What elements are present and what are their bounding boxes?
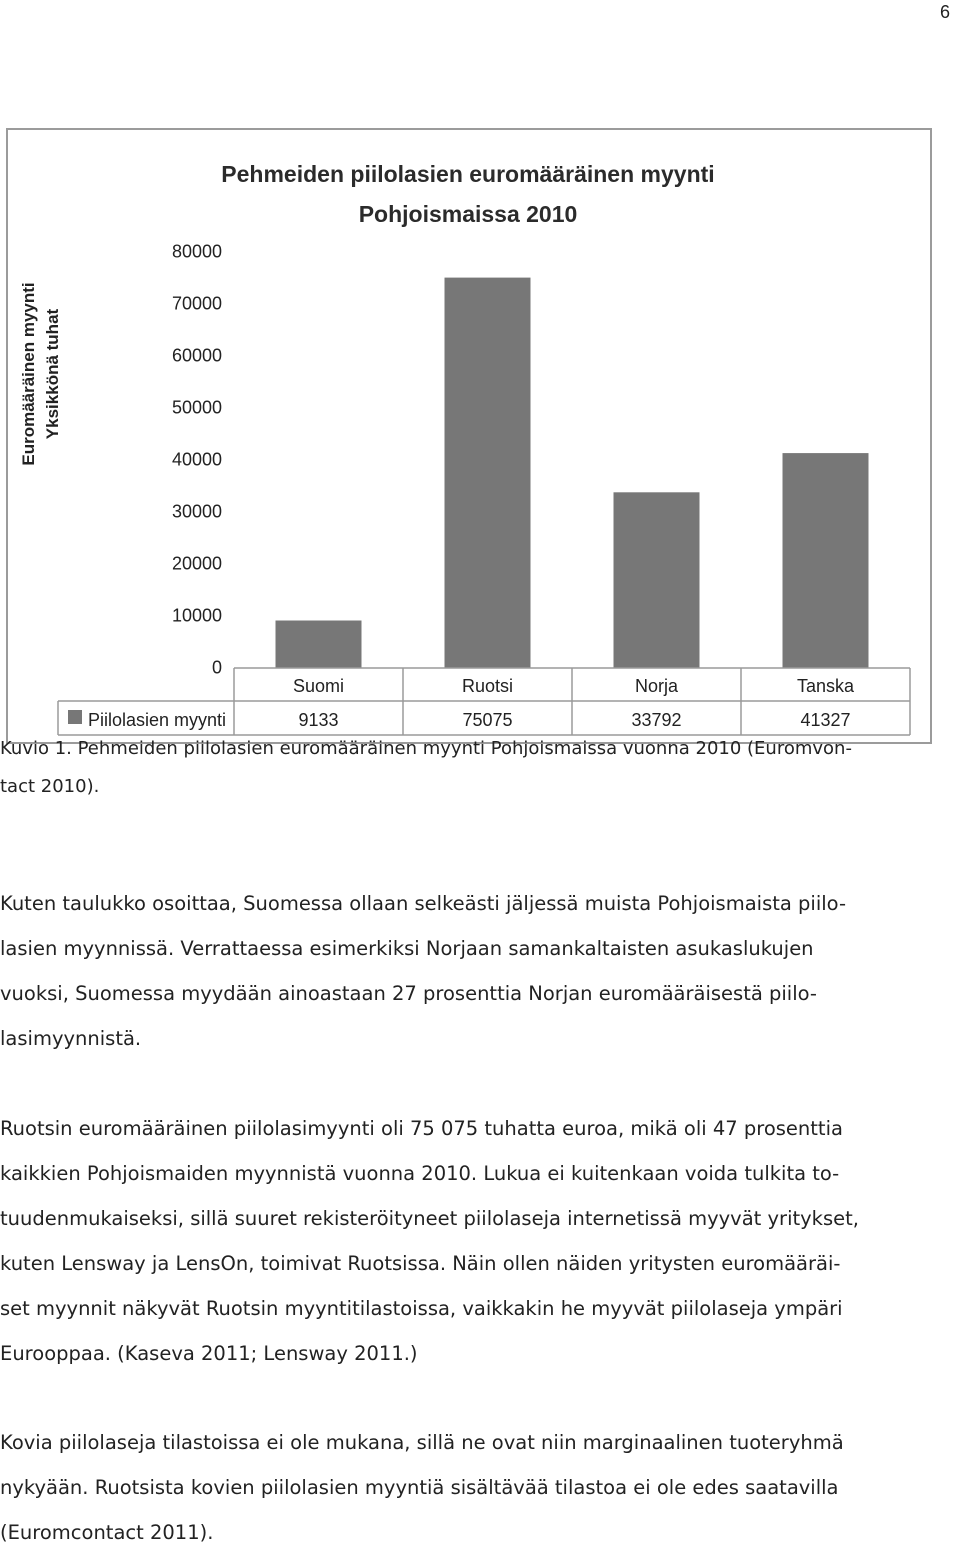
y-axis-title-line: Yksikkönä tuhat (43, 308, 62, 440)
paragraph-line: (Euromcontact 2011). (0, 1521, 214, 1544)
value-label: 9133 (298, 710, 339, 730)
y-tick-label: 0 (211, 657, 222, 678)
figure-caption (0, 730, 960, 806)
legend-series-name: Piilolasien myynti (88, 710, 227, 730)
paragraph-line: Kuten taulukko osoittaa, Suomessa ollaan selkeästi jäljessä muista Pohjoismaista piilo- (0, 892, 846, 915)
paragraph-line: kuten Lensway ja LensOn, toimivat Ruotsissa. Näin ollen näiden yritysten euromääräi- (0, 1252, 841, 1275)
paragraph-line: lasimyynnistä. (0, 1027, 142, 1050)
paragraph-line: tuudenmukaiseksi, sillä suuret rekisteröityneet piilolaseja internetissä myyvät yritykset, (0, 1207, 859, 1230)
y-tick-label: 70000 (171, 293, 222, 314)
bar-chart (8, 130, 930, 742)
category-label: Suomi (292, 676, 345, 696)
bar (614, 492, 700, 668)
chart-frame (6, 128, 932, 744)
paragraph-line: Kovia piilolaseja tilastoissa ei ole mukana, sillä ne ovat niin marginaalinen tuoteryhmä (0, 1431, 844, 1454)
bar (783, 453, 869, 668)
paragraph-line: kaikkien Pohjoismaiden myynnistä vuonna 2010. Lukua ei kuitenkaan voida tulkita to- (0, 1162, 840, 1185)
y-tick-label: 80000 (171, 241, 222, 262)
chart-title-line: Pohjoismaissa 2010 (358, 201, 578, 227)
paragraph (0, 1106, 960, 1376)
paragraph-line: Eurooppaa. (Kaseva 2011; Lensway 2011.) (0, 1342, 418, 1365)
paragraph-line: vuoksi, Suomessa myydään ainoastaan 27 prosenttia Norjan euromääräisestä piilo- (0, 982, 817, 1005)
value-label: 33792 (631, 710, 682, 730)
y-tick-label: 60000 (171, 345, 222, 366)
legend-swatch (68, 710, 82, 724)
value-label: 75075 (462, 710, 513, 730)
y-tick-label: 10000 (171, 605, 222, 626)
category-label: Tanska (796, 676, 855, 696)
bar (276, 621, 362, 669)
paragraph (0, 1420, 960, 1555)
y-tick-label: 40000 (171, 449, 222, 470)
bar (445, 278, 531, 668)
paragraph-line: nykyään. Ruotsista kovien piilolasien myyntiä sisältävää tilastoa ei ole edes saatavilla (0, 1476, 839, 1499)
y-axis-title-line: Euromääräinen myynti (19, 282, 38, 466)
paragraph-line: set myynnit näkyvät Ruotsin myyntitilastoissa, vaikkakin he myyvät piilolaseja ympäri (0, 1297, 843, 1320)
caption-line: tact 2010). (0, 776, 100, 797)
category-label: Norja (634, 676, 679, 696)
category-label: Ruotsi (461, 676, 514, 696)
y-tick-label: 50000 (171, 397, 222, 418)
y-tick-label: 20000 (171, 553, 222, 574)
paragraph (0, 881, 960, 1061)
page-number: 6 (939, 2, 950, 22)
y-tick-label: 30000 (171, 501, 222, 522)
chart-title-line: Pehmeiden piilolasien euromääräinen myynti (221, 161, 715, 187)
caption-line: Kuvio 1. Pehmeiden piilolasien euromääräinen myynti Pohjoismaissa vuonna 2010 (Euromvon- (0, 738, 852, 759)
paragraph-line: Ruotsin euromääräinen piilolasimyynti oli 75 075 tuhatta euroa, mikä oli 47 prosenttia (0, 1117, 843, 1140)
value-label: 41327 (800, 710, 851, 730)
paragraph-line: lasien myynnissä. Verrattaessa esimerkiksi Norjaan samankaltaisten asukaslukujen (0, 937, 814, 960)
